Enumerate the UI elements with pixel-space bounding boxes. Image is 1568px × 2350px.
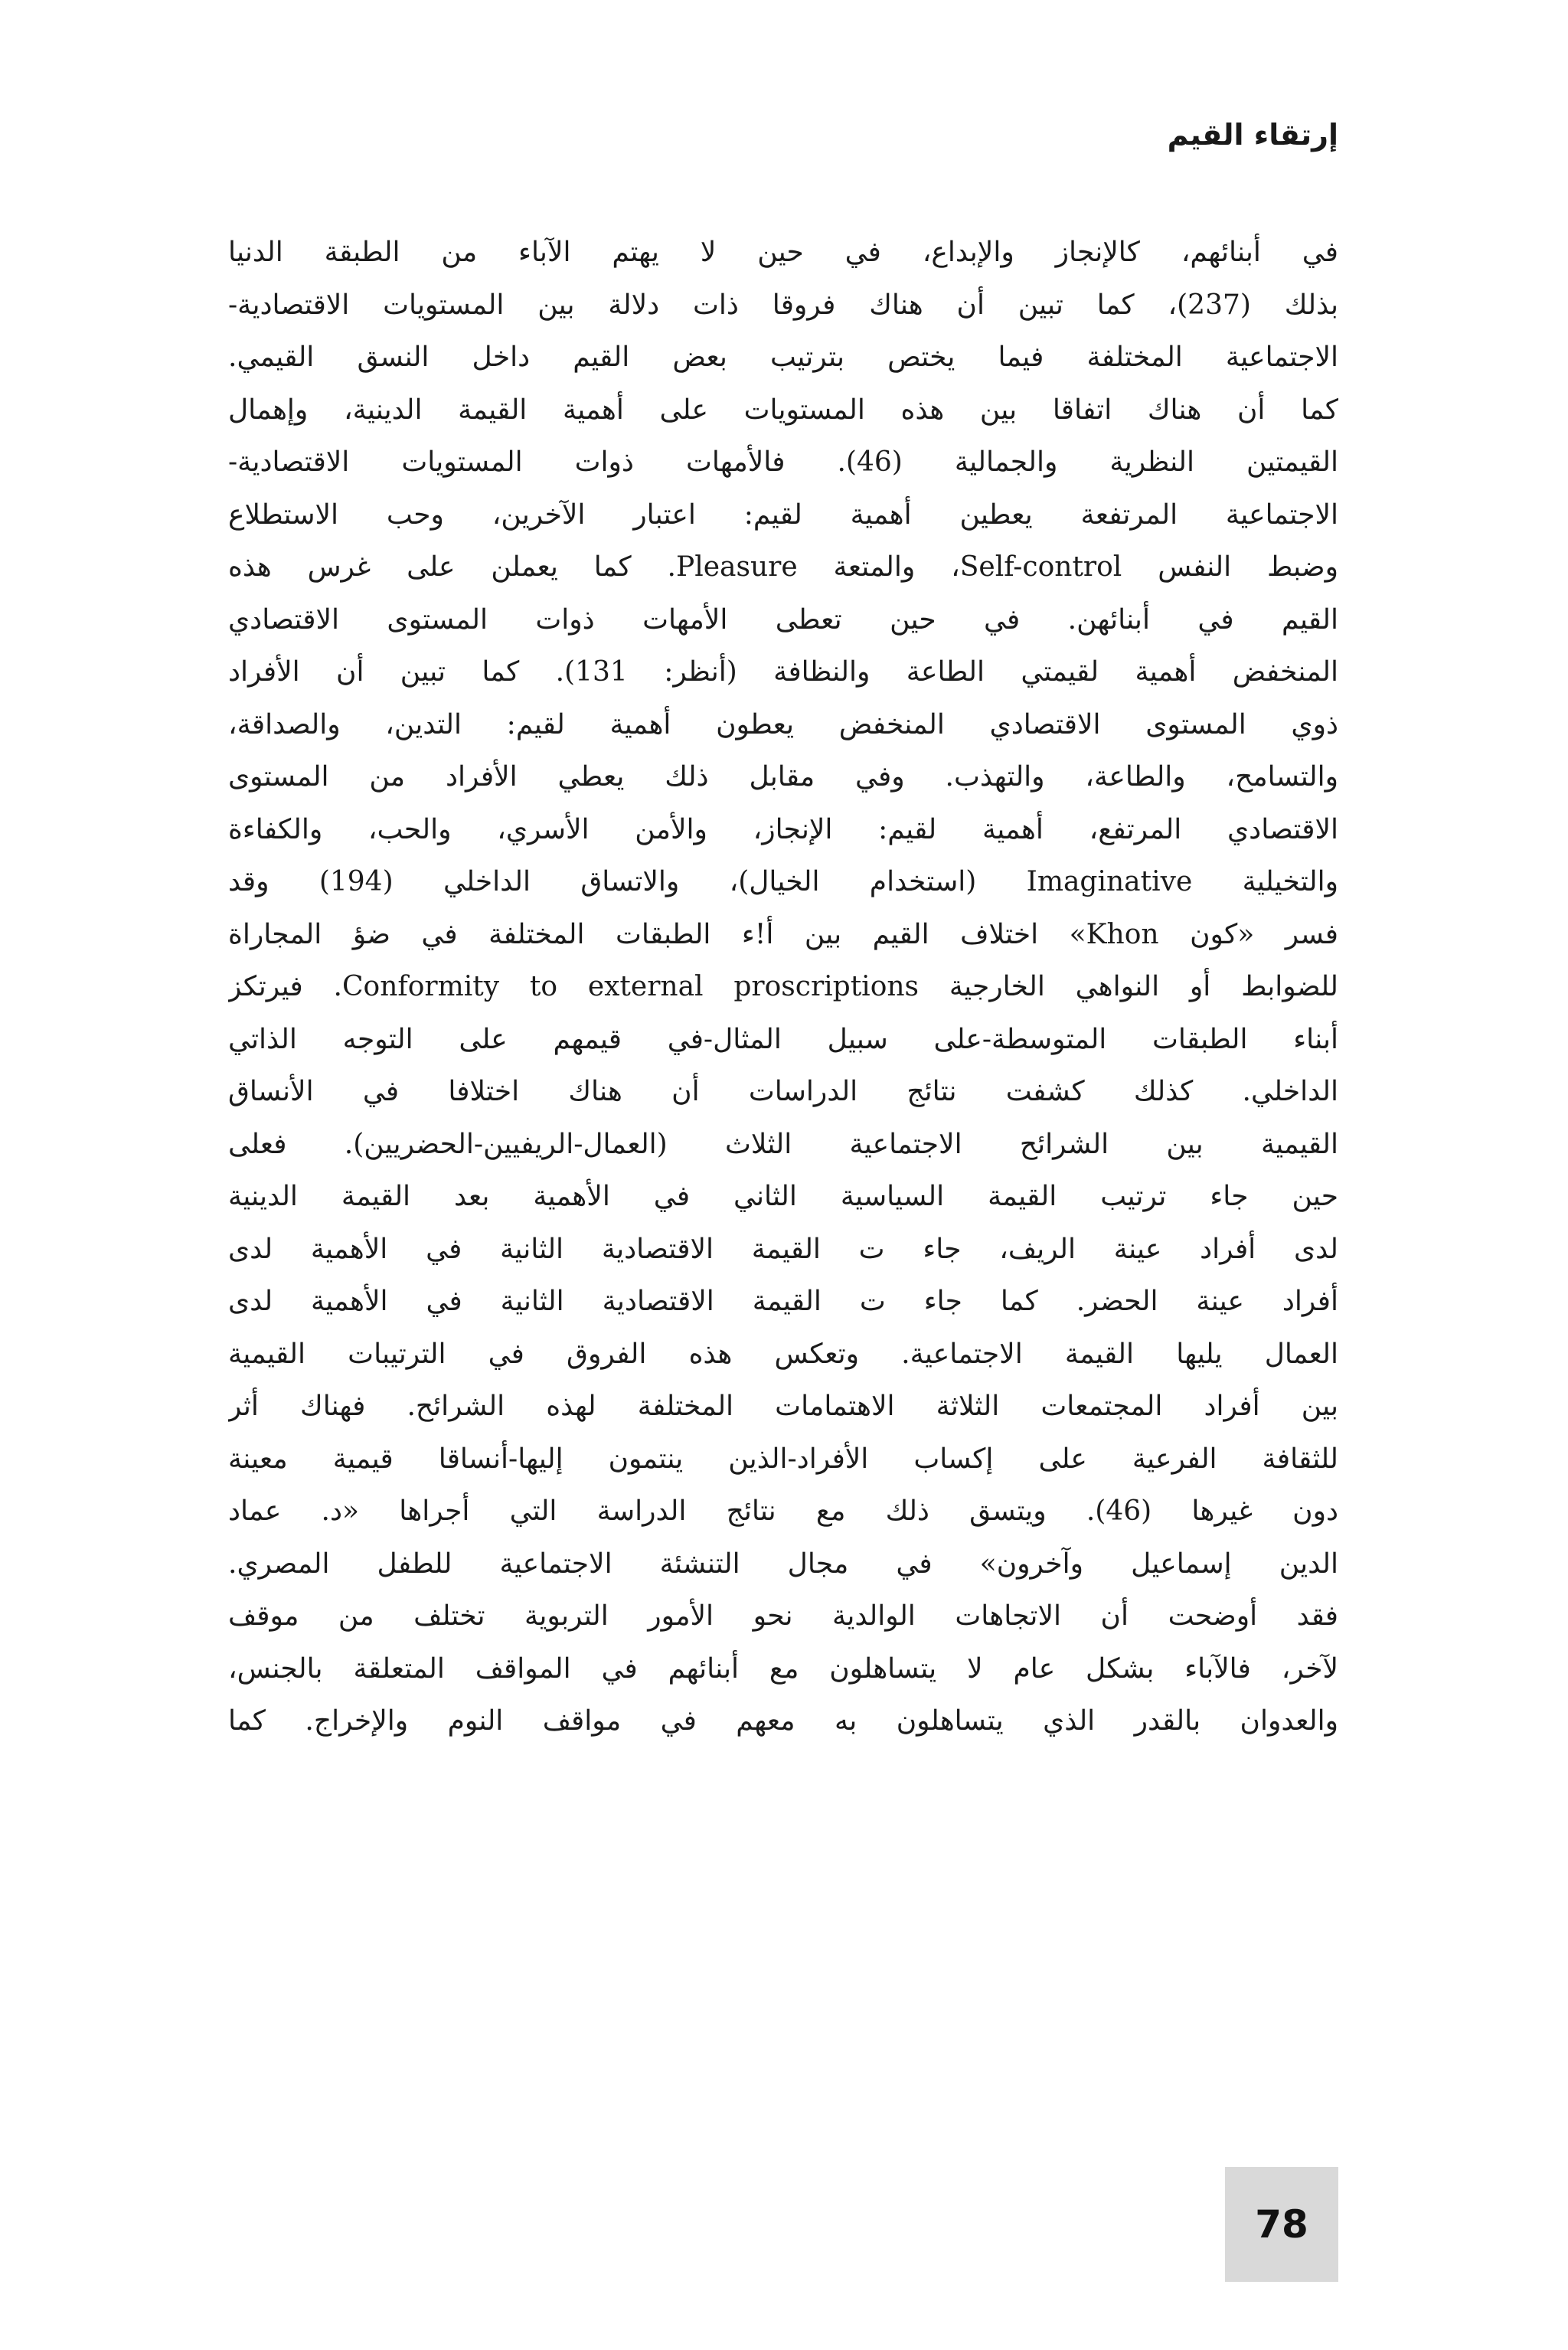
text-line: القيم في أبنائهن. في حين تعطى الأمهات ذوات المستوى الاقتصادي xyxy=(228,603,1338,636)
running-title: إرتقاء القيم xyxy=(1167,118,1338,152)
text-line: بين أفراد المجتمعات الثلاثة الاهتمامات المختلفة لهذه الشرائح. فهناك أثر xyxy=(228,1391,1338,1422)
text-line: والعدوان بالقدر الذي يتساهلون به معهم في مواقف النوم والإخراج. كما xyxy=(228,1705,1338,1737)
text-line: وضبط النفس Self-control، والمتعة Pleasure. كما يعملن على غرس هذه xyxy=(228,551,1338,583)
text-line: ذوي المستوى الاقتصادي المنخفض يعطون أهمية لقيم: التدين، والصداقة، xyxy=(228,708,1338,740)
text-line: المنخفض أهمية لقيمتي الطاعة والنظافة (أنظر: 131). كما تبين أن الأفراد xyxy=(228,656,1338,688)
text-line: لدى أفراد عينة الريف، جاء ت القيمة الاقتصادية الثانية في الأهمية لدى xyxy=(228,1233,1338,1265)
text-line: والتسامح، والطاعة، والتهذب. وفي مقابل ذلك يعطي الأفراد من المستوى xyxy=(228,761,1338,793)
text-line: القيمية بين الشرائح الاجتماعية الثلاث (العمال-الريفيين-الحضريين). فعلى xyxy=(228,1128,1338,1160)
text-line: القيمتين النظرية والجمالية (46). فالأمهات ذوات المستويات الاقتصادية- xyxy=(228,446,1338,478)
text-line: الدين إسماعيل وآخرون» في مجال التنشئة الاجتماعية للطفل المصري. xyxy=(228,1548,1338,1580)
text-line: الاجتماعية المختلفة فيما يختص بترتيب بعض القيم داخل النسق القيمي. xyxy=(228,342,1338,373)
text-line: والتخيلية Imaginative (استخدام الخيال)، والاتساق الداخلي (194) وقد xyxy=(228,866,1338,897)
text-line: فسر «كون Khon» اختلاف القيم بين أ!ء الطبقات المختلفة في ضؤ المجاراة xyxy=(228,918,1338,950)
page-number: 78 xyxy=(1225,2167,1338,2282)
text-line: العمال يليها القيمة الاجتماعية. وتعكس هذه الفروق في الترتيبات القيمية xyxy=(228,1338,1338,1370)
text-line: الاجتماعية المرتفعة يعطين أهمية لقيم: اعتبار الآخرين، وحب الاستطلاع xyxy=(228,498,1338,531)
text-line: أبناء الطبقات المتوسطة-على سبيل المثال-في قيمهم على التوجه الذاتي xyxy=(228,1023,1338,1055)
text-line: بذلك (237)، كما تبين أن هناك فروقا ذات دلالة بين المستويات الاقتصادية- xyxy=(228,289,1338,321)
text-line: الاقتصادي المرتفع، أهمية لقيم: الإنجاز، والأمن الأسري، والحب، والكفاءة xyxy=(228,813,1338,845)
text-line: في أبنائهم، كالإنجاز والإبداع، في حين لا يهتم الآباء من الطبقة الدنيا xyxy=(228,237,1338,268)
text-line: للثقافة الفرعية على إكساب الأفراد-الذين ينتمون إليها-أنساقا قيمية معينة xyxy=(228,1443,1338,1475)
text-line: للضوابط أو النواهي الخارجية Conformity to external proscriptions. فيرتكز xyxy=(228,971,1338,1002)
text-line: كما أن هناك اتفاقا بين هذه المستويات على أهمية القيمة الدينية، وإهمال xyxy=(228,394,1338,426)
body-text xyxy=(228,227,1338,1748)
text-line: فقد أوضحت أن الاتجاهات الوالدية نحو الأمور التربوية تختلف من موقف xyxy=(228,1600,1338,1632)
text-line: أفراد عينة الحضر. كما جاء ت القيمة الاقتصادية الثانية في الأهمية لدى xyxy=(228,1286,1338,1317)
text-line: دون غيرها (46). ويتسق ذلك مع نتائج الدراسة التي أجراها «د. عماد xyxy=(228,1495,1338,1527)
text-line: الداخلي. كذلك كشفت نتائج الدراسات أن هناك اختلافا في الأنساق xyxy=(228,1076,1338,1107)
text-line: حين جاء ترتيب القيمة السياسية الثاني في الأهمية بعد القيمة الدينية xyxy=(228,1181,1338,1212)
text-line: لآخر، فالآباء بشكل عام لا يتساهلون مع أبنائهم في المواقف المتعلقة بالجنس، xyxy=(228,1652,1338,1685)
